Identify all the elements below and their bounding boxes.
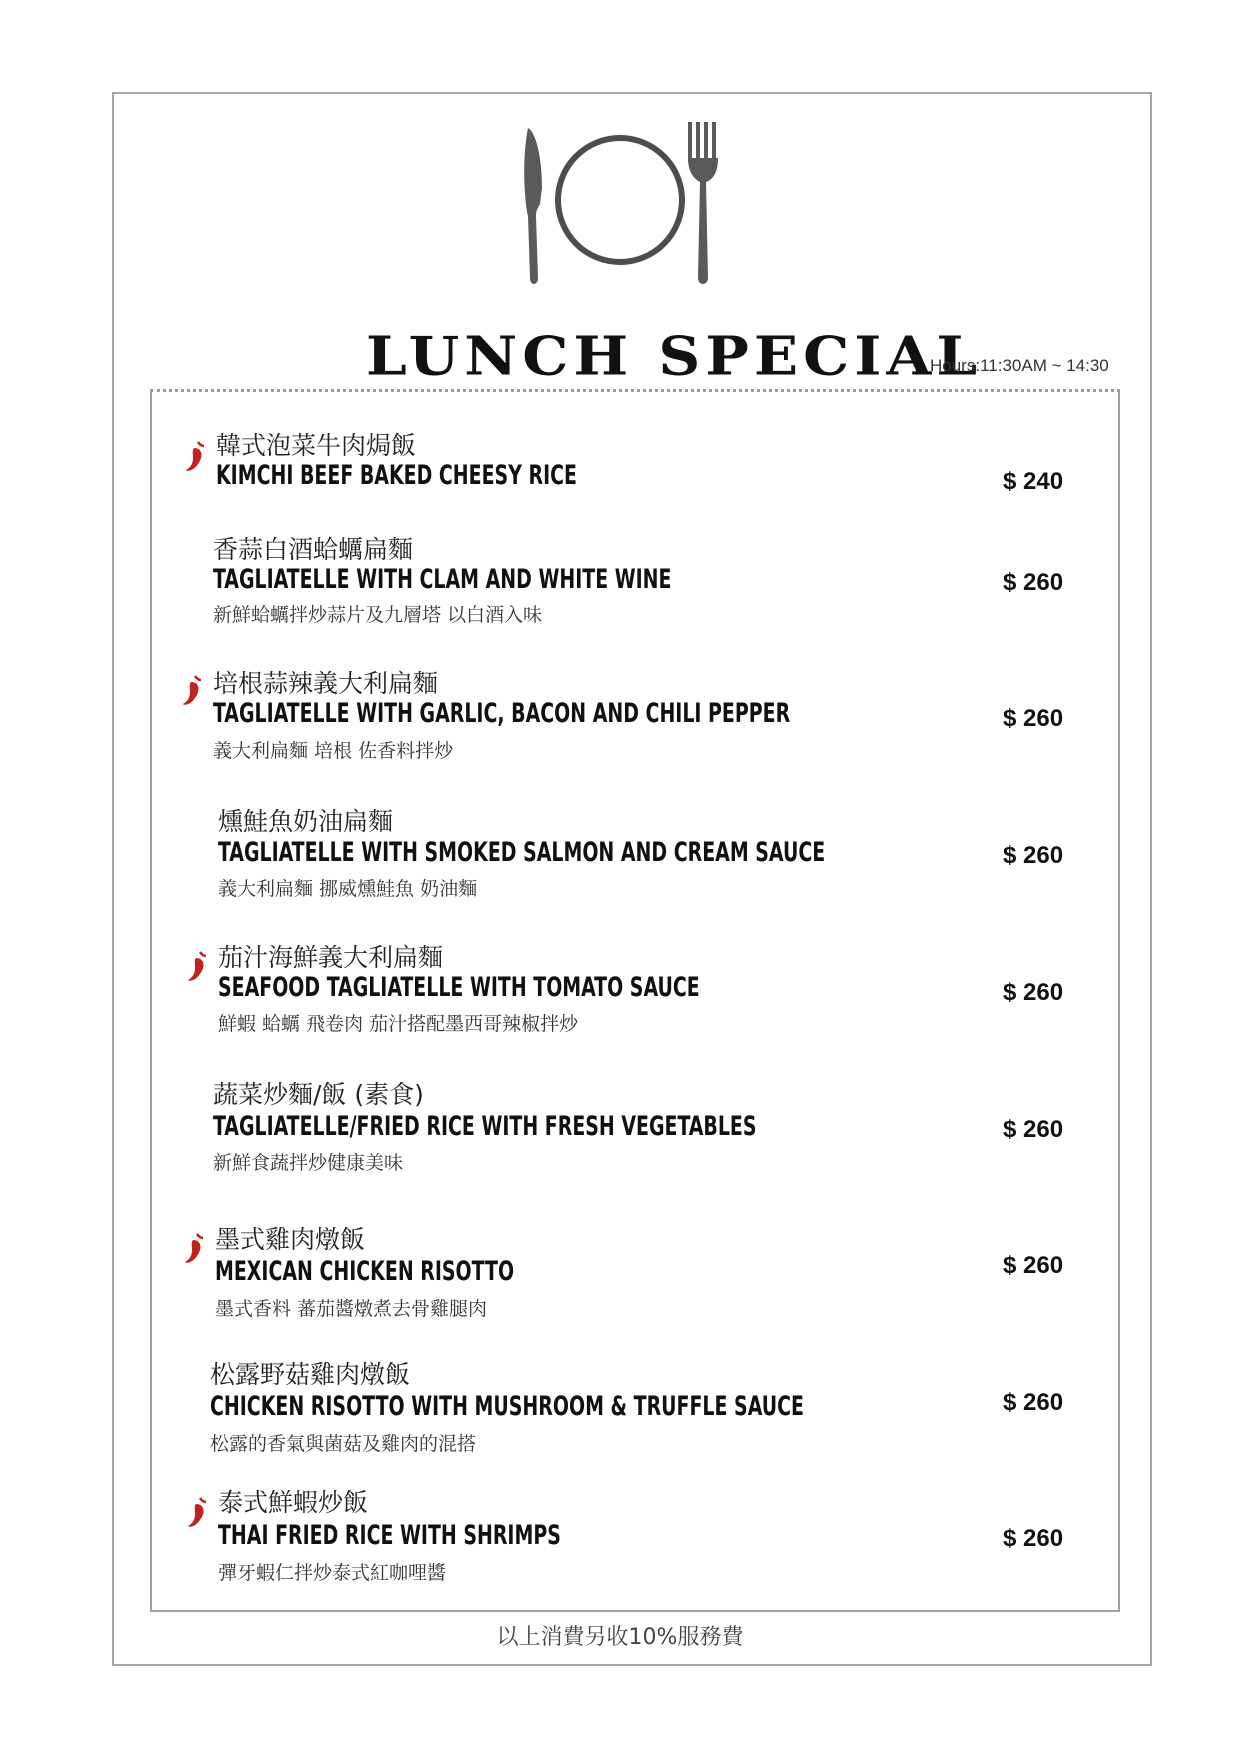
dish-price: $ 260	[1003, 705, 1064, 732]
chili-pepper-icon	[186, 950, 208, 984]
page-title: LUNCH SPECIAL	[366, 324, 983, 388]
dish-name-english: SEAFOOD TAGLIATELLE WITH TOMATO SAUCE	[218, 972, 700, 1003]
dish-description: 松露的香氣與菌菇及雞肉的混搭	[210, 1433, 477, 1455]
dish-name-chinese: 培根蒜辣義大利扁麵	[213, 669, 439, 698]
dish-price: $ 260	[1003, 1252, 1064, 1279]
dish-name-english: KIMCHI BEEF BAKED CHEESY RICE	[216, 460, 578, 491]
dish-price: $ 260	[1003, 569, 1064, 596]
dish-name-english: MEXICAN CHICKEN RISOTTO	[215, 1256, 515, 1287]
dish-name-chinese: 泰式鮮蝦炒飯	[218, 1488, 369, 1517]
dish-name-chinese: 香蒜白酒蛤蠣扁麵	[213, 535, 414, 564]
dish-description: 新鮮蛤蠣拌炒蒜片及九層塔 以白酒入味	[213, 604, 543, 626]
dish-name-chinese: 燻鮭魚奶油扁麵	[218, 807, 394, 836]
dish-price: $ 260	[1003, 1116, 1064, 1143]
dish-description: 義大利扁麵 培根 佐香料拌炒	[213, 740, 454, 762]
chili-pepper-icon	[186, 1496, 208, 1530]
dish-name-chinese: 墨式雞肉燉飯	[215, 1225, 366, 1254]
chili-pepper-icon	[181, 674, 203, 708]
dish-name-chinese: 蔬菜炒麵/飯 (素食)	[213, 1080, 424, 1109]
dish-price: $ 240	[1003, 468, 1064, 495]
dish-description: 義大利扁麵 挪威燻鮭魚 奶油麵	[218, 878, 478, 900]
dish-name-english: TAGLIATELLE/FRIED RICE WITH FRESH VEGETABLES	[213, 1111, 757, 1142]
dish-name-chinese: 松露野菇雞肉燉飯	[210, 1360, 411, 1389]
dish-description: 彈牙蝦仁拌炒泰式紅咖哩醬	[218, 1562, 447, 1584]
dish-price: $ 260	[1003, 842, 1064, 869]
dish-name-english: THAI FRIED RICE WITH SHRIMPS	[218, 1520, 561, 1551]
dish-description: 鮮蝦 蛤蠣 飛卷肉 茄汁搭配墨西哥辣椒拌炒	[218, 1013, 579, 1035]
plate-fork-knife-icon	[520, 118, 740, 296]
dish-name-chinese: 韓式泡菜牛肉焗飯	[216, 431, 417, 460]
dish-price: $ 260	[1003, 979, 1064, 1006]
chili-pepper-icon	[183, 1232, 205, 1266]
dish-name-english: TAGLIATELLE WITH SMOKED SALMON AND CREAM SAUCE	[218, 837, 826, 868]
dish-price: $ 260	[1003, 1525, 1064, 1552]
dish-name-english: TAGLIATELLE WITH GARLIC, BACON AND CHILI PEPPER	[213, 698, 791, 729]
dish-name-chinese: 茄汁海鮮義大利扁麵	[218, 943, 444, 972]
chili-pepper-icon	[184, 440, 206, 474]
opening-hours: Hours:11:30AM ~ 14:30	[930, 356, 1109, 375]
dish-name-english: CHICKEN RISOTTO WITH MUSHROOM & TRUFFLE SAUCE	[210, 1391, 804, 1422]
dish-name-english: TAGLIATELLE WITH CLAM AND WHITE WINE	[213, 564, 672, 595]
dish-description: 新鮮食蔬拌炒健康美味	[213, 1152, 404, 1174]
service-charge-note: 以上消費另收10%服務費	[496, 1625, 744, 1650]
dish-description: 墨式香料 蕃茄醬燉煮去骨雞腿肉	[215, 1298, 488, 1320]
dish-price: $ 260	[1003, 1389, 1064, 1416]
